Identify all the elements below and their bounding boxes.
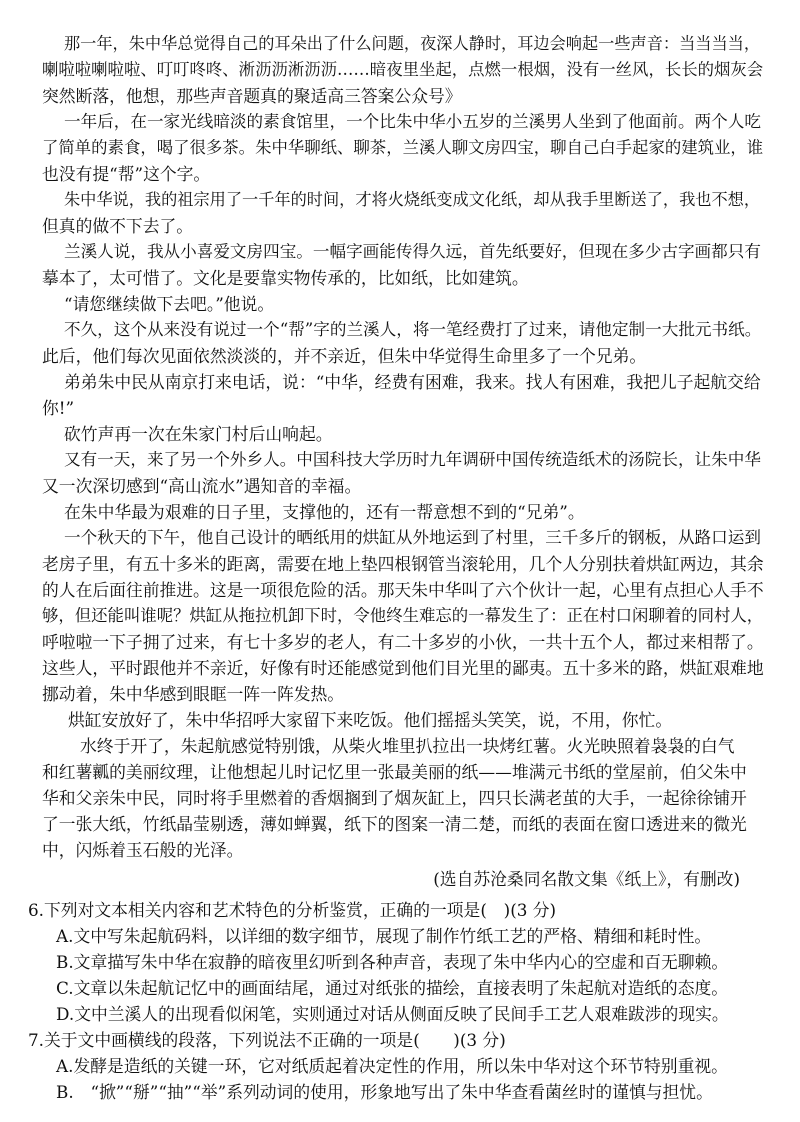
p9-line-1: 又有一天，来了另一个外乡人。中国科技大学历时九年调研中国传统造纸术的汤院长，让朱中华: [64, 450, 761, 469]
p11-line-1: 一个秋天的下午，他自己设计的晒纸用的烘缸从外地运到了村里，三千多斤的钢板，从路口运到: [64, 528, 761, 547]
q7-option-a: A.发酵是造纸的关键一环，它对纸质起着决定性的作用，所以朱中华对这个环节特别重视。: [56, 1056, 728, 1076]
p1-line-2: 喇啦啦喇啦啦、叮叮咚咚、淅沥沥淅沥沥……暗夜里坐起，点燃一根烟，没有一丝风，长长的烟灰会: [42, 60, 764, 79]
p5-line-1: “请您继续做下去吧。”他说。: [64, 294, 275, 314]
q6-option-c: C.文章以朱起航记忆中的画面结尾，通过对纸张的描绘，直接表明了朱起航对造纸的态度。: [56, 978, 729, 998]
q6-option-a: A.文中写朱起航码料，以详细的数字细节，展现了制作竹纸工艺的严格、精细和耗时性。: [56, 926, 712, 946]
p12-line-1: 烘缸安放好了，朱中华招呼大家留下来吃饭。他们摇摇头笑笑，说，不用，你忙。: [68, 710, 673, 730]
p3-line-2: 但真的做不下去了。: [42, 216, 194, 236]
p4-line-1: 兰溪人说，我从小喜爱文房四宝。一幅字画能传得久远，首先纸要好，但现在多少古字画都只有: [64, 242, 761, 261]
q6-stem: 6.下列对文本相关内容和艺术特色的分析鉴赏，正确的一项是( )(3 分): [28, 900, 557, 920]
p1-line-1: 那一年，朱中华总觉得自己的耳朵出了什么问题，夜深人静时，耳边会响起一些声音：当当当当，: [64, 34, 761, 53]
p6-line-2: 此后，他们每次见面依然淡淡的，并不亲近，但朱中华觉得生命里多了一个兄弟。: [42, 346, 647, 366]
p11-line-5: 呼啦啦一下子拥了过来，有七十多岁的老人，有二十多岁的小伙，一共十五个人，都过来相帮了。: [42, 632, 764, 652]
p2-line-2: 了简单的素食，喝了很多茶。朱中华聊纸、聊茶，兰溪人聊文房四宝，聊自己白手起家的建筑业，谁: [42, 138, 764, 157]
p3-line-1: 朱中华说，我的祖宗用了一千年的时间，才将火烧纸变成文化纸，却从我手里断送了，我也不想，: [64, 190, 761, 209]
p11-line-6: 这些人，平时跟他并不亲近，好像有时还能感觉到他们目光里的鄙夷。五十多米的路，烘缸艰难地: [42, 658, 764, 678]
p11-line-4: 够，但还能叫谁呢？烘缸从拖拉机卸下时，令他终生难忘的一幕发生了：正在村口闲聊着的同村人，: [42, 606, 764, 625]
p9-line-2: 又一次深切感到“高山流水”遇知音的幸福。: [42, 476, 362, 496]
p2-line-3: 也没有提“帮”这个字。: [42, 164, 211, 184]
p7-line-1: 弟弟朱中民从南京打来电话，说：“中华，经费有困难，我来。找人有困难，我把儿子起航交给: [64, 372, 761, 392]
p4-line-2: 摹本了，太可惜了。文化是要靠实物传承的，比如纸，比如建筑。: [42, 268, 529, 288]
p1-line-3: 突然断落，他想，那些声音题真的聚适高三答案公众号》: [42, 86, 462, 106]
p6-line-1: 不久，这个从来没有说过一个“帮”字的兰溪人，将一笔经费打了过来，请他定制一大批元书纸。: [64, 320, 762, 339]
q6-option-d: D.文中兰溪人的出现看似闲笔，实则通过对话从侧面反映了民间手工艺人艰难跋涉的现实。: [56, 1004, 729, 1024]
q6-option-b: B.文章描写朱中华在寂静的暗夜里幻听到各种声音，表现了朱中华内心的空虚和百无聊赖。: [56, 952, 729, 972]
p13-line-4: 了一张大纸，竹纸晶莹剔透，薄如蝉翼，纸下的图案一清二楚，而纸的表面在窗口透进来的微光: [42, 814, 747, 834]
p2-line-1: 一年后，在一家光线暗淡的素食馆里，一个比朱中华小五岁的兰溪男人坐到了他面前。两个人吃: [64, 112, 761, 131]
p10-line-1: 在朱中华最为艰难的日子里，支撑他的，还有一帮意想不到的“兄弟”。: [64, 502, 585, 522]
p13-line-1: 水终于开了，朱起航感觉特别饿，从柴火堆里扒拉出一块烤红薯。火光映照着袅袅的白气: [80, 736, 735, 756]
p8-line-1: 砍竹声再一次在朱家门村后山响起。: [64, 424, 333, 444]
p13-line-2: 和红薯瓤的美丽纹理，让他想起儿时记忆里一张最美丽的纸——堆满元书纸的堂屋前，伯父朱中: [42, 762, 747, 782]
source-credit: (选自苏沧桑同名散文集《纸上》，有删改): [433, 869, 740, 889]
p13-line-5: 中，闪烁着玉石般的光泽。: [42, 840, 244, 860]
p11-line-7: 挪动着，朱中华感到眼眶一阵一阵发热。: [42, 684, 345, 704]
p13-line-3: 华和父亲朱中民，同时将手里燃着的香烟搁到了烟灰缸上，四只长满老茧的大手，一起徐徐铺开: [42, 788, 747, 808]
q7-option-b: B. “掀”“掰”“抽”“举”系列动词的使用，形象地写出了朱中华查看菌丝时的谨慎与担忧。: [56, 1082, 713, 1102]
p11-line-2: 老房子里，有五十多米的距离，需要在地上垫四根钢管当滚轮用，几个人分别扶着烘缸两边，其余: [42, 554, 764, 574]
p11-line-3: 的人在后面往前推进。这是一项很危险的活。那天朱中华叫了六个伙计一起，心里有点担心人手不: [42, 580, 764, 600]
q7-stem: 7.关于文中画横线的段落，下列说法不正确的一项是( )(3 分): [28, 1030, 506, 1050]
p7-line-2: 你!”: [42, 398, 75, 418]
